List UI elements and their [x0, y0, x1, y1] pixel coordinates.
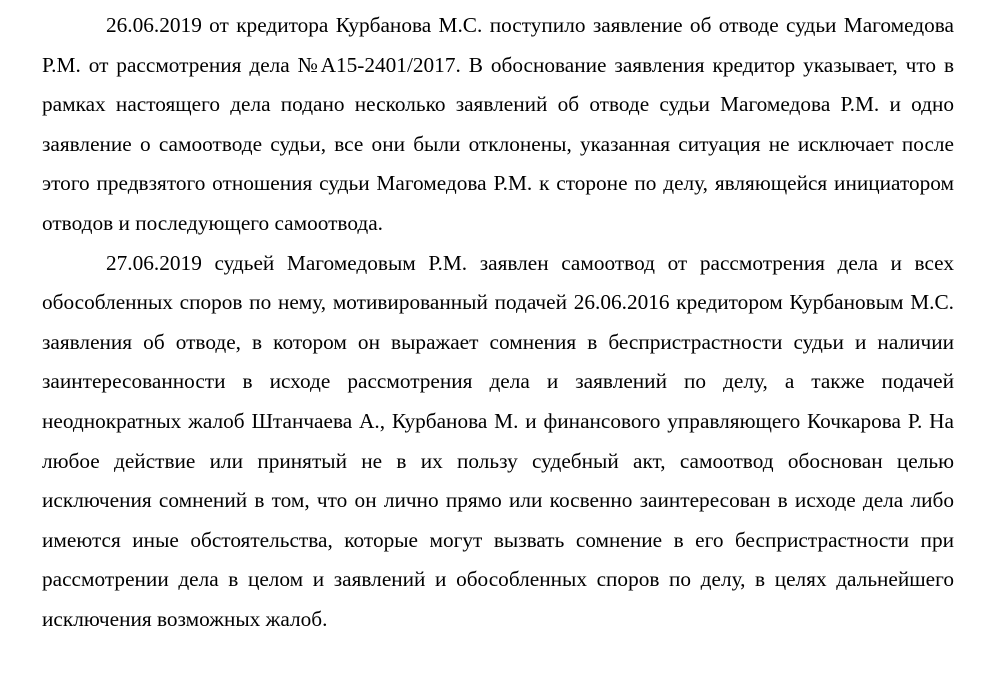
paragraph-self-recusal: 27.06.2019 судьей Магомедовым Р.М. заявлен самоотвод от рассмотрения дела и всех обособленных споров по нему, мотивированный подачей 26.06.2016 кредитором Курбановым М.С. заявления об отводе, в котором он выражает сомнения в беспристрастности судьи и наличии заинтересованности в исходе рассмотрения дела и заявлений по делу, а также подачей неоднократных жалоб Штанчаева А., Курбанова М. и финансового управляющего Кочкарова Р. На любое действие или принятый не в их пользу судебный акт, самоотвод обоснован целью исключения сомнений в том, что он лично прямо или косвенно заинтересован в исходе дела либо имеются иные обстоятельства, которые могут вызвать сомнение в его беспристрастности при рассмотрении дела в целом и заявлений и обособленных споров по делу, в целях дальнейшего исключения возможных жалоб.	[42, 250, 954, 631]
document-body	[42, 6, 954, 640]
paragraph-recusal-application: 26.06.2019 от кредитора Курбанова М.С. поступило заявление об отводе судьи Магомедова Р.М. от рассмотрения дела №А15-2401/2017. В обоснование заявления кредитор указывает, что в рамках настоящего дела подано несколько заявлений об отводе судьи Магомедова Р.М. и одно заявление о самоотводе судьи, все они были отклонены, указанная ситуация не исключает после этого предвзятого отношения судьи Магомедова Р.М. к стороне по делу, являющейся инициатором отводов и последующего самоотвода.	[42, 13, 954, 235]
